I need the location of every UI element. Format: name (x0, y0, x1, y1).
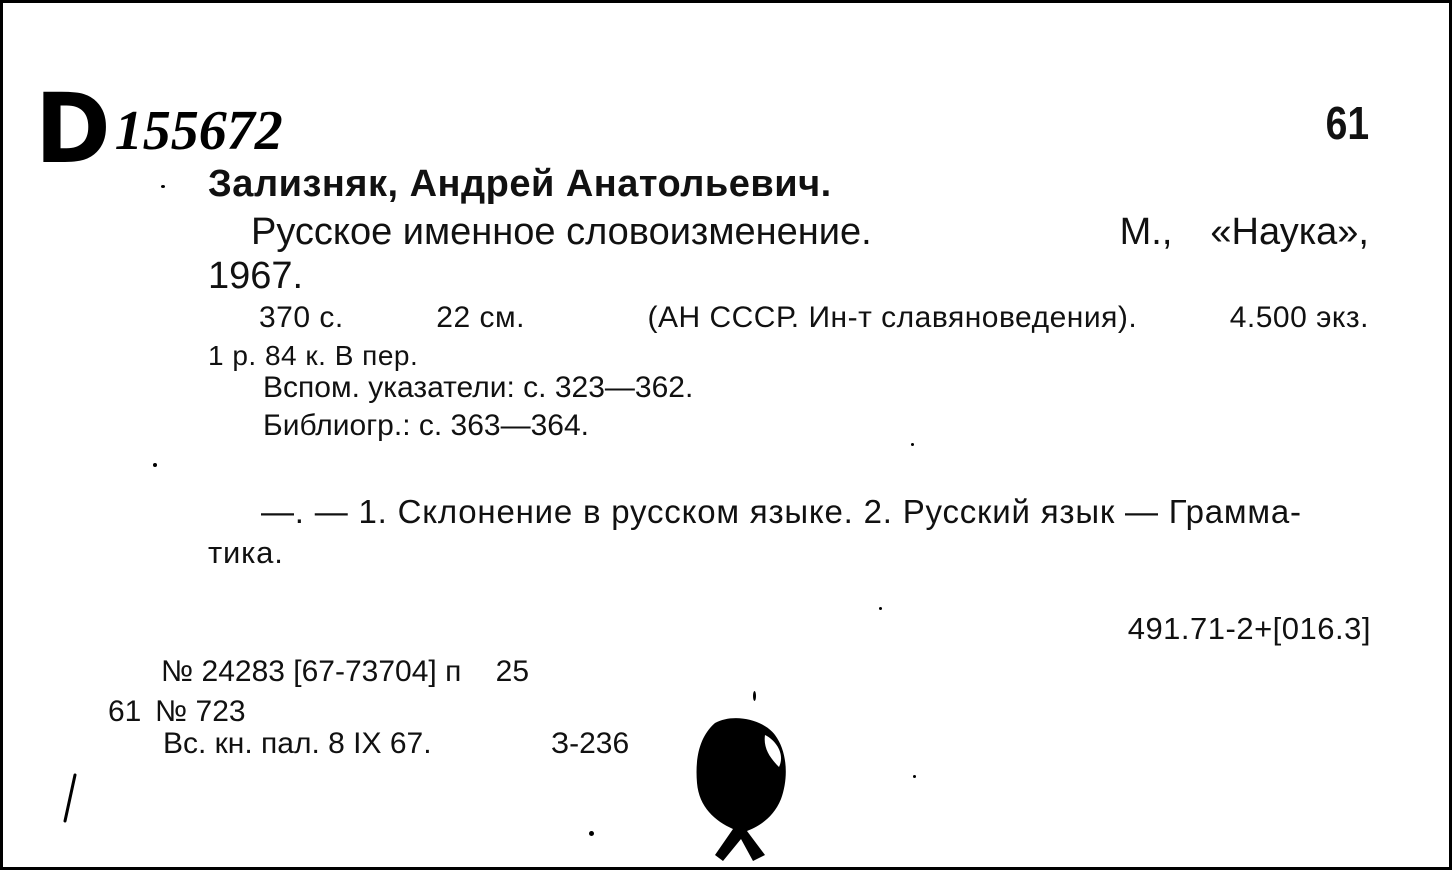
place: М., (1119, 211, 1173, 253)
scan-speck (753, 691, 756, 701)
collation-copies: 4.500 экз. (1229, 301, 1369, 334)
ink-blot (693, 715, 793, 865)
scan-speck (161, 185, 165, 188)
collation-pages: 370 с. (259, 301, 344, 334)
author: Зализняк, Андрей Анатольевич. (208, 163, 832, 205)
imprint (1120, 211, 1369, 254)
subject-headings-cont: тика. (208, 535, 284, 570)
pencil-mark (61, 773, 81, 823)
collation-series: (АН СССР. Ин-т славяноведения). (647, 301, 1138, 334)
scan-speck (153, 463, 157, 467)
registration-code: 25 (495, 655, 530, 688)
title-line (251, 211, 1369, 254)
note-bibliography: Библиогр.: с. 363—364. (263, 409, 589, 442)
scan-speck (879, 607, 882, 610)
card-code: 61 (1325, 97, 1369, 149)
scan-speck (589, 831, 594, 836)
publisher: «Наука», (1210, 211, 1369, 253)
subject-headings: —. — 1. Склонение в русском языке. 2. Русский язык — Грамма- (261, 493, 1302, 530)
registration-number: № 24283 [67-73704] п (161, 655, 462, 688)
title: Русское именное словоизменение. (251, 211, 872, 253)
price: 1 р. 84 к. В пер. (208, 340, 419, 371)
registration-line-1 (161, 655, 529, 689)
shelfmark-number: 155672 (114, 100, 283, 162)
year: 1967. (208, 255, 304, 297)
collation-size: 22 см. (436, 301, 525, 334)
registration-line-3: Вс. кн. пал. 8 IX 67. (163, 727, 432, 760)
scan-speck (911, 443, 914, 446)
registration-line-3-code: З-236 (551, 727, 630, 760)
collation (259, 301, 1369, 335)
shelfmark-letter: D (34, 73, 111, 185)
registration-line-2: № 723 (155, 695, 246, 728)
registration-prefix: 61 (108, 695, 142, 728)
classification: 491.71-2+[016.3] (1127, 611, 1371, 646)
scan-speck (913, 775, 916, 778)
note-indexes: Вспом. указатели: с. 323—362. (263, 371, 694, 404)
